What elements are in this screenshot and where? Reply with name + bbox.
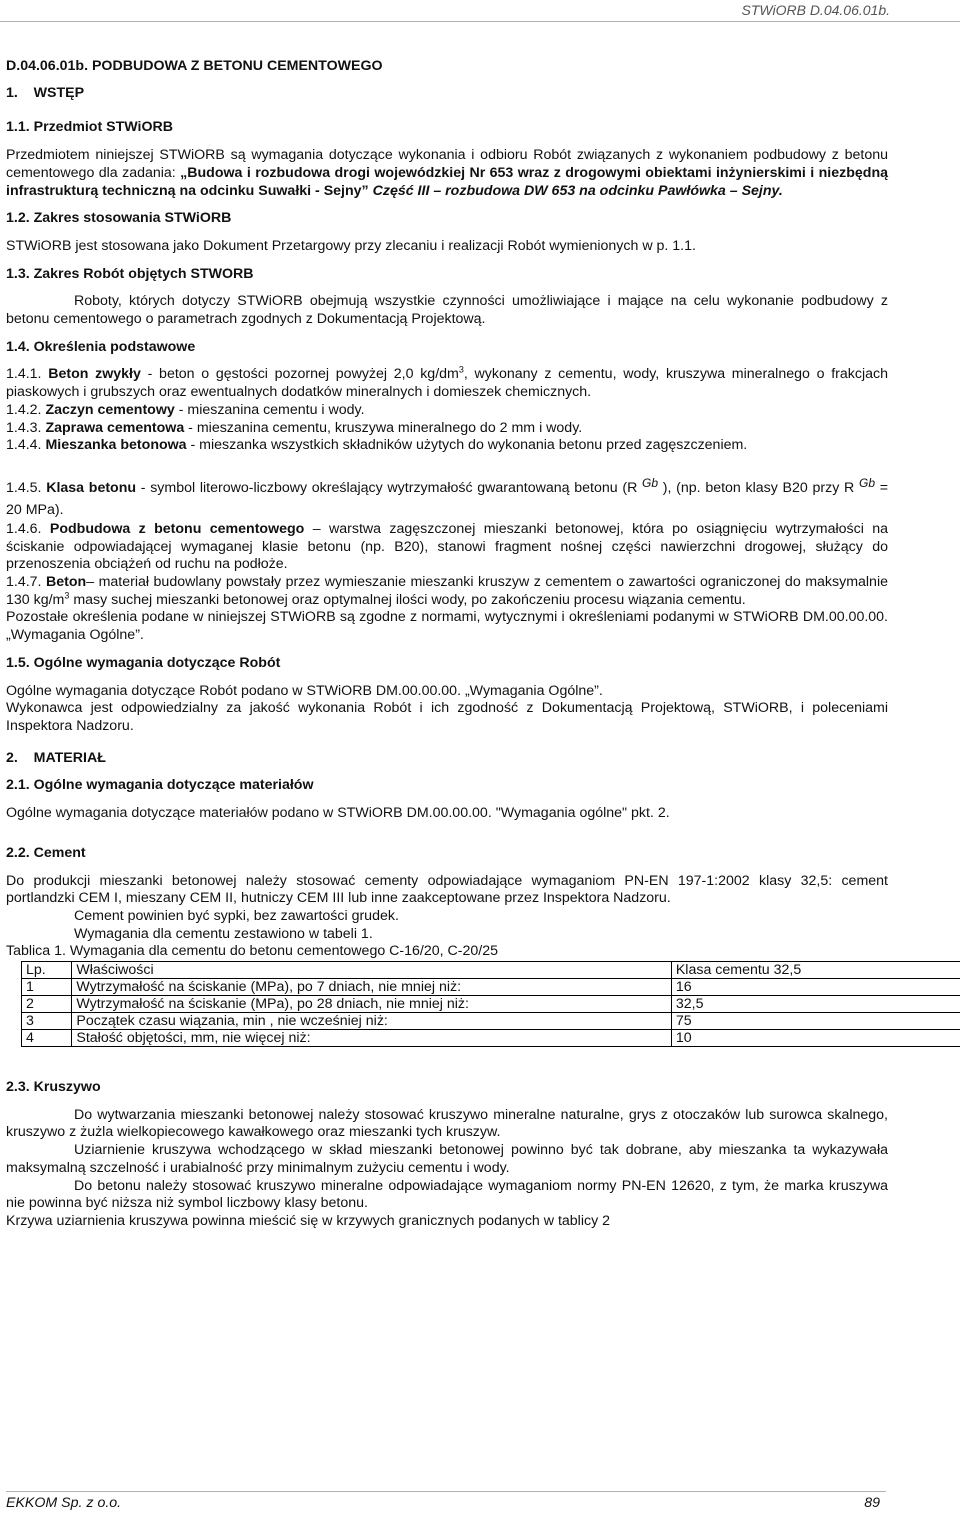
text-span: ), (np. beton klasy B20 przy R — [662, 479, 855, 496]
heading-2-2: 2.2. Cement — [6, 844, 86, 861]
cement-table — [21, 961, 960, 1047]
table-cell: Wytrzymałość na ściskanie (MPa), po 7 dniach, nie mniej niż: — [72, 979, 671, 996]
definition-term: Mieszanka betonowa — [45, 437, 187, 454]
table-cell: 4 — [22, 1030, 72, 1047]
definition-1-4-2 — [6, 402, 888, 420]
table-caption: Tablica 1. Wymagania dla cementu do betonu cementowego C-16/20, C-20/25 — [6, 943, 498, 960]
definition-term: Podbudowa z betonu cementowego — [49, 520, 305, 537]
superscript: 3 — [64, 590, 70, 601]
strength-symbol — [859, 476, 875, 490]
footer-company: EKKOM Sp. z o.o. — [6, 1495, 122, 1511]
page-header: STWiORB D.04.06.01b. — [741, 2, 890, 18]
table-cell: 2 — [22, 996, 72, 1013]
table-row — [22, 1013, 960, 1030]
heading-1-3: 1.3. Zakres Robót objętych STWORB — [6, 265, 254, 282]
section-2-heading — [6, 750, 888, 768]
table-cell: Początek czasu wiązania, min , nie wcześniej niż: — [72, 1013, 671, 1030]
symbol-b: b — [651, 475, 659, 490]
project-part: Część III – rozbudowa DW 653 na odcinku Pawłówka – Sejny. — [372, 182, 783, 199]
definition-1-4-6 — [6, 521, 888, 574]
table-header-cell: Klasa cementu 32,5 — [671, 962, 960, 979]
text-span: = 20 MPa). — [6, 479, 889, 518]
table-cell: 75 — [671, 1013, 960, 1030]
table-cell: 1 — [22, 979, 72, 996]
definition-1-4-4 — [6, 437, 888, 455]
text-span: - beton o gęstości pozornej powyżej 2,0 kg/dm — [140, 366, 459, 383]
text-span: masy suchej mieszanki betonowej oraz optymalnej ilości wody, po zakończeniu procesu wiązania cementu. — [69, 591, 746, 608]
table-row — [22, 1030, 960, 1047]
text-span: – materiał budowlany powstały przez wymieszanie mieszanki kruszyw z cementem o zawartości ograniczonej do maksymalnie 130 kg/m — [6, 574, 888, 608]
table-cell: 16 — [671, 979, 960, 996]
definition-number: 1.4.5. — [6, 479, 42, 496]
paragraph-1-1 — [6, 147, 888, 200]
section-number: 1. — [6, 84, 18, 101]
heading-2-3: 2.3. Kruszywo — [6, 1079, 101, 1096]
table-header-cell: Lp. — [22, 962, 72, 979]
paragraph-2-1: Ogólne wymagania dotyczące materiałów podano w STWiORB DM.00.00.00. "Wymagania ogólne" pkt. 2. — [6, 805, 670, 822]
symbol-g: G — [642, 475, 652, 490]
paragraph-other-definitions: Pozostałe określenia podane w niniejszej STWiORB są zgodne z normami, wytycznymi i określeniami podanymi w STWiORB DM.00.00.00. „Wymagania Ogólne”. — [6, 609, 888, 644]
definition-number: 1.4.3. — [6, 419, 42, 436]
definition-1-4-5 — [6, 477, 888, 521]
symbol-g: G — [858, 475, 869, 490]
definition-number: 1.4.7. — [6, 574, 42, 591]
heading-1-1: 1.1. Przedmiot STWiORB — [6, 119, 173, 136]
superscript: 3 — [458, 364, 464, 375]
footer-rule — [6, 1491, 886, 1492]
definition-number: 1.4.1. — [6, 366, 42, 383]
definition-number: 1.4.2. — [6, 401, 42, 418]
definition-1-4-3 — [6, 420, 888, 438]
paragraph-2-3-a: Do wytwarzania mieszanki betonowej należy stosować kruszywo mineralne naturalne, grys z otoczaków lub surowca skalnego, kruszywo z żużla wielkopiecowego kawałkowego oraz mieszanki tych kruszyw. — [6, 1106, 888, 1141]
table-cell: Wytrzymałość na ściskanie (MPa), po 28 dniach, nie mniej niż: — [72, 996, 671, 1013]
symbol-b: b — [868, 475, 876, 490]
document-title: D.04.06.01b. PODBUDOWA Z BETONU CEMENTOWEGO — [6, 58, 383, 74]
heading-1-2: 1.2. Zakres stosowania STWiORB — [6, 210, 232, 227]
text-span: - mieszanka wszystkich składników użytych do wykonania betonu przed zagęszczeniem. — [186, 437, 748, 454]
table-row — [22, 996, 960, 1013]
definition-1-4-7 — [6, 574, 888, 609]
definition-term: Beton — [46, 574, 87, 591]
text-span: Przedmiotem niniejszej STWiORB są wymagania dotyczące wykonania i odbioru Robót związanych z wykonaniem podbudowy z betonu cementowego dla zadania: — [6, 147, 888, 181]
text-span: - mieszanina cementu, kruszywa mineralnego do 2 mm i wody. — [184, 419, 583, 436]
table-cell: 10 — [671, 1030, 960, 1047]
heading-1-4: 1.4. Określenia podstawowe — [6, 338, 196, 355]
definition-term: Beton zwykły — [48, 366, 141, 383]
project-name: „Budowa i rozbudowa drogi wojewódzkiej Nr 653 wraz z drogowymi obiektami inżynierskimi i niezbędną infrastrukturą techniczną na odcinku Suwałki - Sejny” — [6, 164, 888, 199]
paragraph-2-2-b: Cement powinien być sypki, bez zawartości grudek. — [74, 907, 399, 924]
paragraph-2-2-c: Wymagania dla cementu zestawiono w tabeli 1. — [74, 925, 373, 942]
paragraph-1-5-b: Wykonawca jest odpowiedzialny za jakość wykonania Robót i ich zgodność z Dokumentacją Projektową, STWiORB, i poleceniami Inspektora Nadzoru. — [6, 700, 888, 734]
table-header-row — [22, 962, 960, 979]
text-span: – warstwa zagęszczonej mieszanki betonowej, która po osiągnięciu wytrzymałości na ściskanie odpowiadającej wymaganej klasie betonu (np. B20), stanowi fragment nośnej części nawierzchni drogowej, służący do przenoszenia obciążeń od ruchu na podłoże. — [6, 520, 889, 573]
strength-symbol — [642, 476, 658, 490]
definition-term: Klasa betonu — [46, 479, 137, 496]
paragraph-1-2: STWiORB jest stosowana jako Dokument Przetargowy przy zlecaniu i realizacji Robót wymienionych w p. 1.1. — [6, 237, 696, 254]
paragraph-2-3-b: Uziarnienie kruszywa wchodzącego w skład mieszanki betonowej powinno być tak dobrane, aby mieszanka ta wykazywała maksymalną szczelność i urabialność przy minimalnym zużyciu cementu i wody. — [6, 1142, 888, 1176]
definition-1-4-1 — [6, 366, 888, 401]
definition-number: 1.4.4. — [6, 437, 42, 454]
section-title: WSTĘP — [33, 84, 85, 101]
definition-term: Zaprawa cementowa — [45, 419, 185, 436]
section-number: 2. — [6, 749, 18, 766]
page-number: 89 — [864, 1495, 880, 1511]
text-span: - mieszanina cementu i wody. — [174, 401, 365, 418]
paragraph-2-3-d: Krzywa uziarnienia kruszywa powinna mieścić się w krzywych granicznych podanych w tablicy 2 — [6, 1212, 610, 1229]
text-span: , wykonany z cementu, wody, kruszywa mineralnego o frakcjach piaskowych i grubszych oraz ewentualnych dodatków mineralnych i domieszek chemicznych. — [6, 366, 888, 401]
definition-term: Zaczyn cementowy — [45, 401, 175, 418]
paragraph-1-3: Roboty, których dotyczy STWiORB obejmują wszystkie czynności umożliwiające i mające na celu wykonanie podbudowy z betonu cementowego o parametrach zgodnych z Dokumentacją Projektową. — [6, 293, 888, 328]
table-cell: 3 — [22, 1013, 72, 1030]
table-cell: 32,5 — [671, 996, 960, 1013]
paragraph-2-3-c: Do betonu należy stosować kruszywo mineralne odpowiadające wymaganiom normy PN-EN 12620, z tym, że marka kruszywa nie powinna być niższa niż symbol liczbowy klasy betonu. — [6, 1177, 888, 1212]
document-body — [6, 58, 888, 1231]
table-cell: Stałość objętości, mm, nie więcej niż: — [72, 1030, 671, 1047]
definition-number: 1.4.6. — [6, 520, 42, 537]
section-1-heading — [6, 85, 888, 103]
table-row — [22, 979, 960, 996]
section-title: MATERIAŁ — [33, 749, 106, 766]
heading-1-5: 1.5. Ogólne wymagania dotyczące Robót — [6, 654, 281, 671]
paragraph-2-2-a: Do produkcji mieszanki betonowej należy stosować cementy odpowiadające wymaganiom PN-EN 197-1:2002 klasy 32,5: cement portlandzki CEM I, mieszany CEM II, hutniczy CEM III lub inne zaakceptowane przez Inspektora Nadzoru. — [6, 872, 888, 907]
paragraph-1-5-a: Ogólne wymagania dotyczące Robót podano w STWiORB DM.00.00.00. „Wymagania Ogólne”. — [6, 682, 603, 699]
header-rule — [0, 21, 960, 22]
heading-2-1: 2.1. Ogólne wymagania dotyczące materiałów — [6, 777, 314, 794]
table-header-cell: Właściwości — [72, 962, 671, 979]
text-span: - symbol literowo-liczbowy określający wytrzymałość gwarantowaną betonu (R — [136, 479, 638, 496]
